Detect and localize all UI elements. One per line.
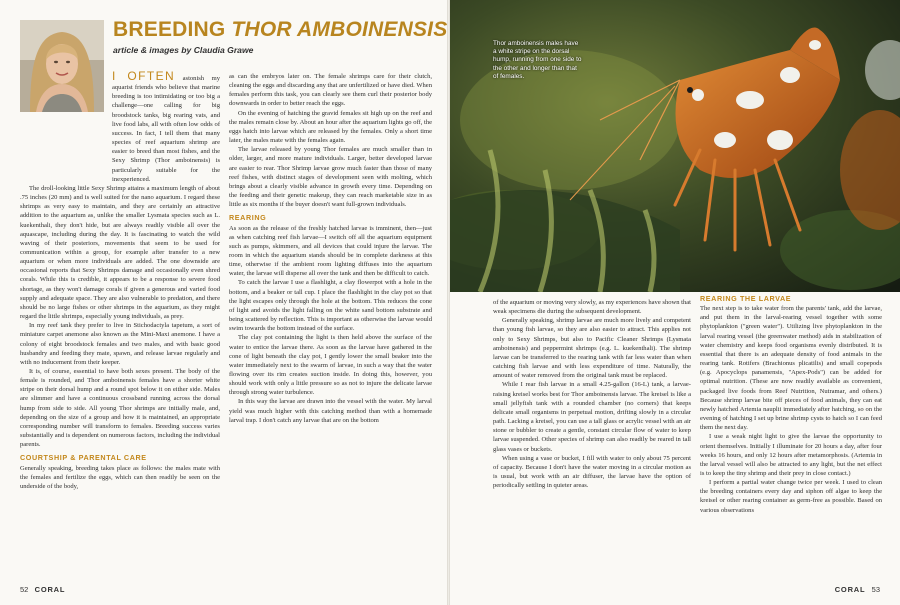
paragraph: The clay pot containing the light is then held above the surface of the water to entice the larvae there. As soon as the larvae have gathered in the cone of light beneath the clay pot, I gently lower the small beaker into the water immediately next to the swarm of larvae, in such a way that the water flowing over its rim creates suction inside. In doing this, however, you should work with only a little pressure so as not to injure the delicate larvae through strong water turbulence. xyxy=(229,334,432,397)
title-part2: THOR AMBOINENSIS xyxy=(231,18,448,41)
paragraph: In this way the larvae are drawn into the vessel with the water. My larval yield was much higher with this catching method than with a homemade larval trap. I don't catch any larvae that are on the bottom xyxy=(229,398,432,424)
right-column-2 xyxy=(700,294,882,515)
intro-paragraph xyxy=(20,69,221,184)
lead-word: I OFTEN xyxy=(112,69,176,83)
paragraph: While I rear fish larvae in a small 4.25-gallon (16-L) tank, a larvae-raising kreisel works best for Thor amboinensis larvae. The kreisel is like a small jellyfish tank with a rounded chamber (no corners) that keeps delicate small organisms in perpetual motion, drifting slowly in a circular path. Lacking a kreisel, you can use a tall glass or acrylic vessel with an air stone or bubbler to create a gentle, constant circular flow of water to keep larvae suspended. Other species of shrimp can also readily be reared in tall glass vases or buckets. xyxy=(493,381,691,453)
page-left xyxy=(0,0,448,605)
page-right xyxy=(450,0,900,605)
title-part1: BREEDING xyxy=(113,18,232,41)
paragraph: In my reef tank they prefer to live in Stichodactyla tapetum, a sort of miniature carpet anemone also known as the Mini-Maxi anemone. I have a colony of eight broodstock females and two males, and with basic good husbandry and feeding they mate, spawn, and release larvae regularly and with no inducement from their keeper. xyxy=(20,322,220,366)
page-number: 52 xyxy=(20,585,29,594)
left-column-1 xyxy=(20,69,221,491)
paragraph: I perform a partial water change twice per week. I used to clean the breeding containers every day and siphon off algae to keep the kreisel or other rearing container as germ-free as possible. Based on various observations xyxy=(700,479,882,514)
paragraph: As soon as the release of the freshly hatched larvae is imminent, then—just as when catching reef fish larvae—I switch off all the aquarium equipment such as pumps, skimmers, and all devices that could injure the larvae. The room in which the aquarium stands should be in complete darkness at this time, otherwise if the ambient room lighting diffuses into the aquarium water, the larvae will disperse all over the tank and then be difficult to catch. xyxy=(229,224,432,278)
magazine-name: CORAL xyxy=(34,585,66,594)
paragraph: When using a vase or bucket, I fill with water to only about 75 percent of capacity. Because I don't have the water moving in a circular motion as is usual, but work with an air diffuser, the larvae have the option of periodically settling in quieter areas. xyxy=(493,454,691,490)
paragraph: as can the embryos later on. The female shrimps care for their clutch, cleaning the eggs and discarding any that are unfertilized or have died. When females perform this task, you can clearly see them curl their posterior body downwards in order to better reach the eggs. xyxy=(229,73,432,108)
paragraph: To catch the larvae I use a flashlight, a clay flowerpot with a hole in the bottom, and a beaker or tall cup. I place the flashlight in the clay pot so that the light escapes only through the hole at the bottom. This reduces the cone of light and avoids the light falling on the white sand bottom substrate and being scattered by reflection. This is important as otherwise the larvae would swim towards the bottom instead of the surface. xyxy=(229,279,432,333)
paragraph: of the aquarium or moving very slowly, as my experiences have shown that weak specimens die during the subsequent development. xyxy=(493,299,691,316)
section-heading: REARING xyxy=(229,213,267,223)
section-heading: REARING THE LARVAE xyxy=(700,294,792,303)
paragraph: It is, of course, essential to have both sexes present. The body of the female is rounded, and Thor amboinensis females have a shorter white stripe on their dorsal hump and a round spot below it on either side. Males are slimmer and have a continuous crossband running across the dorsal hump from side to side. All young Thor shrimps are initially male, and, depending on the size of a group and how it is maintained, an appropriate corresponding number will transform to females. Breeding success varies substantially and is dependent on numerous factors, including the individual parents. xyxy=(20,368,220,449)
article-title xyxy=(113,18,447,42)
intro-text: astonish my aquarist friends who believe that marine breeding is too intimidating or too big a challenge—one calling for big broodstock tanks, big rearing vats, and live food labs, all with often low odds of success. In fact, I tell them that many species of reef aquarium shrimp are easier to breed than most fishes, and the Sexy Shrimp (Thor amboinensis) is particularly suitable for the inexperienced. xyxy=(112,75,221,183)
right-column-1 xyxy=(493,298,691,490)
page-number: 53 xyxy=(871,585,880,594)
section-heading: COURTSHIP & PARENTAL CARE xyxy=(20,453,147,463)
folio-right xyxy=(835,585,880,594)
paragraph: I use a weak night light to give the larvae the opportunity to orient themselves. Initially I illuminate for 20 hours a day, after four weeks 16 hours, and only 12 hours after metamorphosis. (Artemia in the larval vessel will also be attracted to any light, but the net effect is to keep the tiny shrimp and their prey in close contact.) xyxy=(700,433,882,477)
photo-caption: Thor amboinensis males have a white stripe on the dorsal hump, running from one side to the other and longer than that of females. xyxy=(493,40,582,80)
paragraph: Generally speaking, shrimp larvae are much more lively and competent than young fish larvae, so they are also easier to attract. This applies not only to Sexy Shrimps, but also to Pacific Cleaner Shrimps (Lysmata amboinensis) and peppermint shrimps (e.g. L. kuekenthali). The shrimp larvae can be transferred to the rearing tank with far less water than when catching fish larvae and with less expenditure of time. Naturally, the amount of water removed from the original tank must be replaced. xyxy=(493,317,691,380)
paragraph: Generally speaking, breeding takes place as follows: the males mate with the females and fertilize the eggs, which can then readily be seen on the underside of the body, xyxy=(20,464,220,490)
paragraph: On the evening of hatching the gravid females sit high up on the reef and the males remain close by. About an hour after the aquarium lights go off, the eggs hatch into larvae which are released by the females. Only a short time later, the males mate with the females again. xyxy=(229,109,432,145)
paragraph: The droll-looking little Sexy Shrimp attains a maximum length of about .75 inches (20 mm) and is well suited for the nano aquarium. I regard these shrimps as very easy to maintain, and they are certainly an attractive addition to the aquarium as, unlike the smaller Lysmata species such as L. kuekenthali, they don't hide, but are always readily visible all over the aquascape, including during the day. It is fascinating to watch the wild waving of their posteriors, movements that seem to be used for communication within a group, for example after transfer to a new aquarium or when more individuals are added. The one downside are occasional reports that Sexy Shrimps damage and occasionally even shred corals. While this is credible, it appears to be a response to severe food shortage, as they won't damage corals if given a generous and varied food supply and adequate space. They are also vulnerable to predation, and there should be no large fishes or other shrimps in the aquarium, as they might regard the little shrimps, especially young individuals, as prey. xyxy=(20,184,220,321)
paragraph: The next step is to take water from the parents' tank, add the larvae, and put them in the larval-rearing vessel together with some phytoplankton ("green water"). Utilizing live phytoplankton in the larval rearing vessel (the greenwater method) aids in stabilization of water chemistry and keeps food organisms evenly distributed. It is essential that there is an adequate density of food animals in the rearing tank. Rotifers (Brachionus plicatilis) and small copepods (e.g. Apocyclops panamensis, "Apex-Pods") can be added for optimal nutrition. (These are now readily available as convenient, packaged live foods from Reef Nutrition, Nutramar, and others.) Because shrimp larvae bite off pieces of food animals, they can eat newly hatched Artemia nauplii immediately after hatching, so on the evening of hatching I set up brine shrimp cysts to hatch so I can feed them the next day. xyxy=(700,305,882,432)
folio-left xyxy=(20,585,65,594)
left-column-2 xyxy=(229,72,432,425)
paragraph: The larvae released by young Thor females are much smaller than in older, larger, and more mature individuals. Larger, better developed larvae are easier to rear. Thor Shrimp larvae grow much faster than those of many reef fishes, with distinct stages of development seen with molting, which brings about a clearly visible advance in growth every time. Depending on the feeding and their genetic makeup, they can reach marketable size in as little as six months if the buyer doesn't want full-grown individuals. xyxy=(229,146,432,209)
magazine-name: CORAL xyxy=(834,585,866,594)
byline: article & images by Claudia Grawe xyxy=(113,45,254,55)
